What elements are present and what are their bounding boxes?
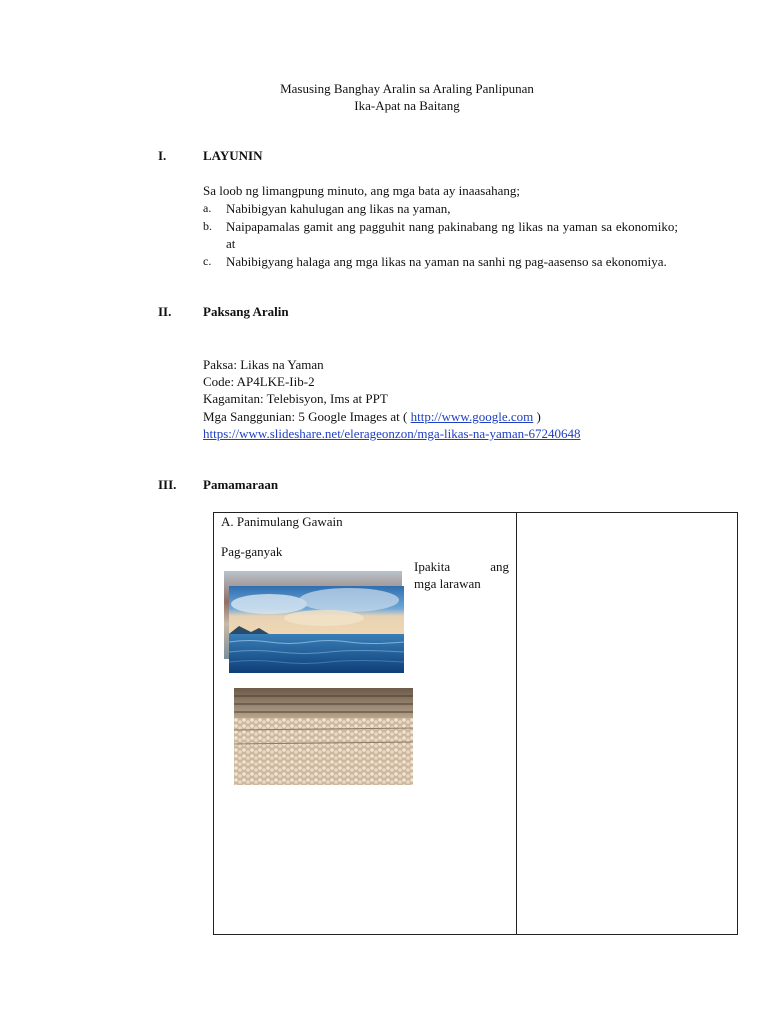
objective-text: Nabibigyan kahulugan ang likas na yaman,: [226, 201, 451, 216]
document-subtitle: Ika-Apat na Baitang: [354, 98, 460, 113]
google-link[interactable]: http://www.google.com: [410, 409, 534, 424]
section-3-number: III.: [158, 477, 177, 492]
sea-photo: [229, 586, 404, 673]
objective-b: [203, 218, 678, 252]
slideshare-line: [203, 425, 581, 442]
section-2-label: Paksang Aralin: [203, 304, 289, 319]
section-1-label: LAYUNIN: [203, 148, 263, 163]
objective-text: Naipapamalas gamit ang pagguhit nang pakinabang ng likas na yaman sa ekonomiko; at: [226, 219, 678, 251]
table-heading: A. Panimulang Gawain: [221, 514, 343, 529]
sanggunian-suffix: ): [536, 409, 541, 424]
procedure-table: [213, 512, 738, 935]
document-title: Masusing Banghay Aralin sa Araling Panlipunan: [280, 81, 534, 96]
sanggunian-line: [203, 408, 541, 425]
kagamitan-line: Kagamitan: Telebisyon, Ims at PPT: [203, 391, 388, 406]
code-line: Code: AP4LKE-Iib-2: [203, 374, 315, 389]
objective-text: Nabibigyang halaga ang mga likas na yaman na sanhi ng pag-aasenso sa ekonomiya.: [226, 254, 667, 269]
slideshare-link[interactable]: https://www.slideshare.net/elerageonzon/mga-likas-na-yaman-67240648: [203, 426, 581, 441]
objective-marker: b.: [203, 219, 212, 233]
section-2-number: II.: [158, 304, 172, 319]
instruction-line-1: Ipakita ang: [414, 559, 509, 574]
objectives-intro: Sa loob ng limangpung minuto, ang mga bata ay inaasahang;: [203, 183, 520, 198]
instruction-line-2: mga larawan: [414, 576, 481, 591]
objective-marker: a.: [203, 201, 212, 215]
section-1-number: I.: [158, 148, 167, 163]
paksa-line: Paksa: Likas na Yaman: [203, 357, 324, 372]
sanggunian-prefix: Mga Sanggunian: 5 Google Images at (: [203, 409, 408, 424]
objective-a: [203, 200, 678, 217]
section-3-label: Pamamaraan: [203, 477, 279, 492]
poultry-farm-photo: [234, 688, 413, 785]
objective-c: [203, 253, 678, 270]
table-subheading: Pag-ganyak: [221, 544, 283, 559]
table-column-divider: [516, 513, 517, 934]
objective-marker: c.: [203, 254, 212, 268]
